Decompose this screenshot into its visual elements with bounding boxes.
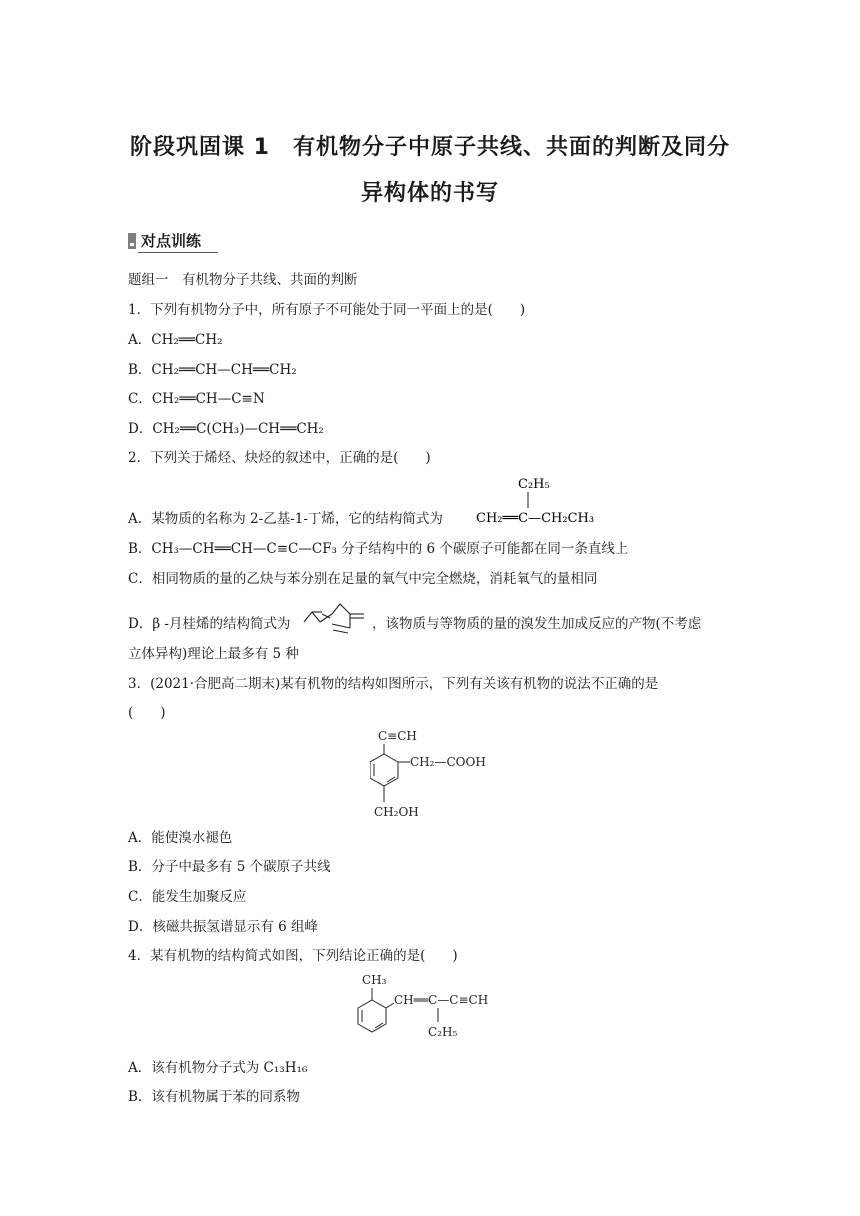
- section-label: 对点训练: [141, 232, 202, 250]
- q3-option-a: A．能使溴水褪色: [128, 830, 233, 846]
- q2-option-d-pre: D．β -月桂烯的结构简式为: [128, 616, 291, 632]
- myrcene-structure: [302, 600, 372, 644]
- q3-option-b: B．分子中最多有 5 个碳原子共线: [128, 859, 331, 875]
- q2-option-d-post: ，该物质与等物质的量的溴发生加成反应的产物(不考虑: [372, 616, 702, 632]
- section-header: [128, 228, 220, 254]
- q2-option-c: C．相同物质的量的乙炔与苯分别在足量的氧气中完全燃烧，消耗氧气的量相同: [128, 571, 598, 587]
- q3-stem-paren: ( ): [128, 705, 166, 721]
- q1-option-b: B．CH₂══CH—CH══CH₂: [128, 362, 297, 378]
- q1-option-c: C．CH₂══CH—C≡N: [128, 391, 265, 407]
- group-heading: 题组一 有机物分子共线、共面的判断: [128, 272, 358, 288]
- q2-a-struct-top: C₂H₅: [518, 477, 550, 492]
- q3-option-c: C．能发生加聚反应: [128, 889, 247, 905]
- q2-option-a: A．某物质的名称为 2-乙基-1-丁烯，它的结构简式为: [128, 511, 443, 527]
- q2-a-structure: [476, 474, 616, 534]
- q3-struct-right: CH₂—COOH: [410, 755, 486, 769]
- q3-stem: 3．(2021·合肥高二期末)某有机物的结构如图所示，下列有关该有机物的说法不正确的是: [128, 676, 659, 692]
- q4-stem: 4．某有机物的结构简式如图，下列结论正确的是( ): [128, 948, 458, 964]
- q2-option-b: B．CH₃—CH══CH—C≡C—CF₃ 分子结构中的 6 个碳原子可能都在同一条直线上: [128, 541, 629, 557]
- section-underline: [138, 252, 218, 253]
- q3-struct-bottom: CH₂OH: [374, 805, 419, 819]
- q4-option-b: B．该有机物属于苯的同系物: [128, 1089, 300, 1105]
- page-title-line1: 阶段巩固课 1 有机物分子中原子共线、共面的判断及同分: [130, 135, 730, 160]
- q2-option-d-line2: 立体异构)理论上最多有 5 种: [128, 646, 299, 662]
- page-title-line2: 异构体的书写: [360, 181, 499, 206]
- q4-struct-chain: CH══C—C≡CH: [394, 993, 489, 1007]
- q3-structure: [370, 726, 500, 826]
- q4-option-a: A．该有机物分子式为 C₁₃H₁₆: [128, 1060, 308, 1076]
- q1-option-a: A．CH₂══CH₂: [128, 332, 223, 348]
- q4-struct-sub: C₂H₅: [428, 1025, 458, 1039]
- q3-struct-top: C≡CH: [378, 729, 417, 743]
- q2-stem: 2．下列关于烯烃、炔烃的叙述中，正确的是( ): [128, 450, 431, 466]
- q3-option-d: D．核磁共振氢谱显示有 6 组峰: [128, 919, 318, 935]
- q1-stem: 1．下列有机物分子中，所有原子不可能处于同一平面上的是( ): [128, 302, 526, 318]
- q1-option-d: D．CH₂══C(CH₃)—CH══CH₂: [128, 421, 324, 437]
- q4-struct-methyl: CH₃: [362, 973, 387, 987]
- section-marker-icon: [128, 233, 136, 249]
- q4-structure: [350, 970, 520, 1056]
- q2-a-struct-main: CH₂══C—CH₂CH₃: [476, 511, 595, 526]
